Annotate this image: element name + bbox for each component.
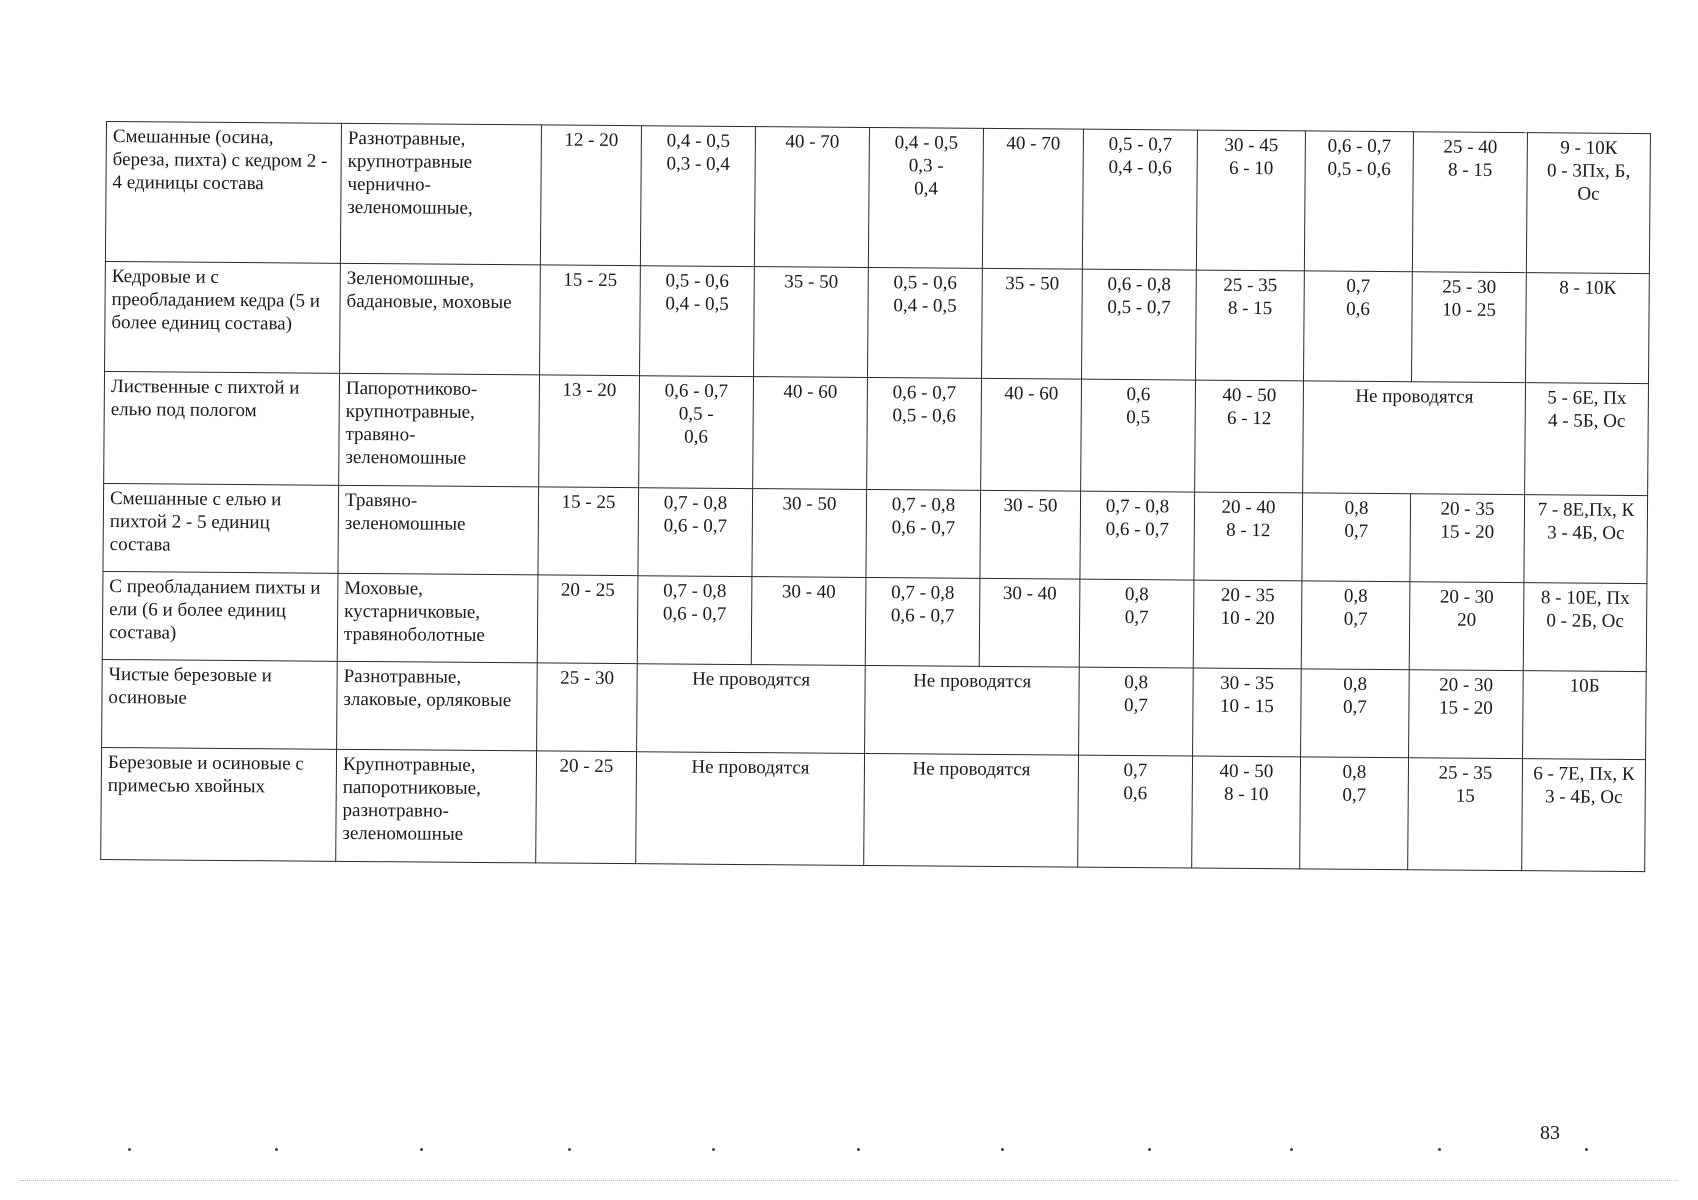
scan-mark — [568, 1148, 571, 1151]
composition-cell — [1523, 671, 1647, 760]
density-cell-4-lower: 0,6 — [1346, 298, 1371, 320]
intensity-cell-1: 30 - 40 — [751, 577, 866, 666]
composition-cell-upper: 8 - 10Е, Пх — [1540, 587, 1630, 609]
intensity-cell-2: 40 - 70 — [982, 128, 1083, 269]
density-cell-4-lower: 0,7 — [1344, 520, 1369, 542]
intensity-cell-3 — [1193, 580, 1302, 669]
composition-cell-upper: 5 - 6Е, Пх — [1547, 387, 1627, 409]
merged-not-conducted-cell: Не проводятся — [864, 753, 1079, 867]
intensity-cell-3 — [1195, 380, 1304, 493]
intensity-cell-4-lower: 15 — [1455, 785, 1475, 807]
density-cell-4-upper: 0,6 - 0,7 — [1327, 135, 1392, 158]
scan-mark — [712, 1148, 715, 1151]
intensity-cell-4-upper: 25 - 30 — [1442, 276, 1497, 298]
intensity-cell-4-upper: 20 - 35 — [1440, 498, 1495, 520]
density-cell-4 — [1301, 581, 1410, 670]
density-cell-2-upper: 0,5 - 0,6 — [893, 272, 957, 294]
intensity-cell-4-lower: 15 - 20 — [1438, 697, 1493, 719]
density-cell-1 — [639, 376, 754, 489]
intensity-cell-3-lower: 8 - 10 — [1223, 783, 1269, 806]
density-cell-1-lower: 0,3 - 0,4 — [666, 153, 730, 175]
density-cell-4-upper: 0,8 — [1343, 585, 1368, 607]
intensity-cell-3 — [1194, 492, 1303, 581]
scan-mark — [275, 1148, 278, 1151]
age-cell: 13 - 20 — [539, 375, 640, 488]
stand-type-cell: Чистые березовые и осиновые — [102, 659, 338, 749]
intensity-cell-4 — [1409, 670, 1524, 759]
composition-cell — [1526, 133, 1650, 274]
density-cell-1-lower: 0,4 - 0,5 — [665, 293, 729, 315]
intensity-cell-3 — [1195, 270, 1304, 381]
density-cell-4 — [1301, 669, 1410, 758]
composition-cell-lower: 0 - 2Б, Ос — [1546, 610, 1624, 632]
scan-mark — [1148, 1148, 1151, 1151]
density-cell-1-lower: 0,6 - 0,7 — [662, 603, 727, 625]
composition-cell — [1525, 383, 1649, 496]
density-cell-2 — [865, 577, 980, 666]
density-cell-3-upper: 0,7 - 0,8 — [1105, 495, 1170, 518]
composition-cell-lower: 3 - 4Б, Ос — [1544, 786, 1623, 808]
density-cell-3 — [1078, 755, 1193, 868]
forest-thinning-table — [100, 121, 1651, 872]
density-cell-2-lower: 0,6 - 0,7 — [891, 517, 956, 539]
intensity-cell-4-upper: 25 - 40 — [1443, 136, 1498, 158]
merged-not-conducted-cell: Не проводятся — [637, 664, 866, 754]
density-cell-4 — [1303, 271, 1412, 382]
density-cell-3-upper: 0,8 — [1124, 672, 1149, 694]
density-cell-3-upper: 0,6 — [1126, 384, 1151, 406]
density-cell-1-lower: 0,6 — [684, 426, 708, 448]
intensity-cell-3 — [1193, 668, 1302, 757]
density-cell-1 — [638, 488, 753, 577]
intensity-cell-1: 35 - 50 — [754, 267, 869, 378]
scan-mark — [1290, 1148, 1293, 1151]
density-cell-4-lower: 0,7 — [1342, 696, 1367, 718]
density-cell-2 — [868, 267, 983, 378]
intensity-cell-3-upper: 40 - 50 — [1222, 384, 1277, 407]
density-cell-4-lower: 0,7 — [1342, 784, 1367, 806]
intensity-cell-4-lower: 20 — [1457, 609, 1477, 631]
forest-type-cell: Зеленомошные, бадановые, моховые — [340, 263, 541, 375]
forest-type-cell: Папоротниково-крупнотравные, травяно-зеленомошные — [339, 373, 540, 487]
intensity-cell-4-upper: 20 - 30 — [1439, 586, 1494, 608]
intensity-cell-3-upper: 20 - 35 — [1220, 584, 1275, 607]
density-cell-2-upper: 0,4 - 0,5 0,3 - — [894, 132, 959, 177]
age-cell: 20 - 25 — [537, 575, 638, 664]
density-cell-3-upper: 0,6 - 0,8 0,5 - 0,7 — [1107, 273, 1171, 319]
intensity-cell-3-upper: 40 - 50 — [1219, 760, 1274, 783]
density-cell-1-upper: 0,6 - 0,7 0,5 - — [664, 380, 729, 425]
intensity-cell-4-lower: 10 - 25 — [1442, 299, 1497, 321]
density-cell-1-upper: 0,7 - 0,8 — [663, 492, 728, 514]
density-cell-3 — [1079, 579, 1194, 668]
composition-cell — [1524, 495, 1648, 584]
density-cell-3-upper: 0,7 — [1123, 760, 1148, 782]
page-number: 83 — [1540, 1122, 1560, 1144]
scan-mark — [128, 1148, 131, 1151]
not-conducted-cell: Не проводятся — [1303, 381, 1526, 495]
merged-not-conducted-cell: Не проводятся — [636, 752, 865, 866]
density-cell-3-upper: 0,8 — [1124, 584, 1149, 606]
age-cell: 15 - 25 — [538, 487, 639, 576]
forest-type-cell: Моховые, кустарничковые, травяноболотные — [337, 573, 538, 663]
composition-cell-lower: 3 - 4Б, Ос — [1547, 522, 1625, 544]
intensity-cell-2: 30 - 50 — [980, 490, 1081, 579]
table-row — [102, 659, 1647, 759]
intensity-cell-4-upper: 20 - 30 — [1439, 674, 1494, 696]
intensity-cell-3-upper: 25 - 35 — [1223, 274, 1278, 297]
intensity-cell-4 — [1411, 272, 1526, 383]
stand-type-cell: С преобладанием пихты и ели (6 и более единиц состава) — [102, 571, 338, 661]
stand-type-cell: Смешанные (осина, береза, пихта) с кедром 2 - 4 единицы состава — [105, 122, 341, 264]
age-cell: 25 - 30 — [537, 663, 638, 752]
intensity-cell-4-lower: 15 - 20 — [1440, 521, 1495, 543]
intensity-cell-4 — [1410, 494, 1525, 583]
composition-cell-lower: 0 - 3Пх, Б, Ос — [1546, 160, 1631, 205]
table-row — [104, 371, 1649, 495]
density-cell-3-lower: 0,6 — [1123, 783, 1148, 805]
density-cell-1-upper: 0,4 - 0,5 — [666, 130, 731, 152]
intensity-cell-2: 30 - 40 — [979, 578, 1080, 667]
intensity-cell-1: 30 - 50 — [752, 489, 867, 578]
density-cell-3 — [1082, 129, 1197, 270]
density-cell-2-upper: 0,7 - 0,8 — [891, 582, 955, 604]
stand-type-cell: Лиственные с пихтой и елью под пологом — [104, 371, 340, 485]
table-row — [103, 483, 1648, 583]
forest-type-cell: Разнотравные, крупнотравные чернично-зеленомошные, — [340, 123, 541, 265]
stand-type-cell: Кедровые и с преобладанием кедра (5 и более единиц состава) — [105, 261, 341, 373]
intensity-cell-4 — [1409, 582, 1524, 671]
composition-cell-upper: 8 - 10К — [1559, 277, 1617, 299]
scan-mark — [1001, 1148, 1004, 1151]
intensity-cell-4 — [1412, 132, 1527, 273]
intensity-cell-3-lower: 10 - 20 — [1220, 607, 1275, 630]
intensity-cell-3-upper: 30 - 45 — [1224, 134, 1279, 157]
intensity-cell-3-upper: 30 - 35 — [1220, 672, 1275, 695]
composition-cell-upper: 7 - 8Е,Пх, К — [1537, 499, 1635, 522]
density-cell-4-lower: 0,5 - 0,6 — [1327, 158, 1391, 181]
density-cell-2-lower: 0,6 - 0,7 — [890, 605, 955, 627]
intensity-cell-3-lower: 6 - 12 — [1226, 407, 1272, 430]
composition-cell-upper: 6 - 7Е, Пх, К — [1533, 763, 1635, 786]
composition-cell — [1523, 583, 1647, 672]
density-cell-2 — [866, 489, 981, 578]
density-cell-3-lower: 0,4 - 0,6 — [1108, 156, 1172, 179]
density-cell-3 — [1081, 379, 1196, 492]
age-cell: 15 - 25 — [540, 265, 641, 376]
stand-type-cell: Смешанные с елью и пихтой 2 - 5 единиц состава — [103, 483, 339, 573]
table-row — [102, 571, 1647, 671]
density-cell-2-lower: 0,5 - 0,6 — [892, 405, 956, 427]
scan-mark — [1438, 1148, 1441, 1151]
intensity-cell-3-upper: 20 - 40 — [1221, 496, 1276, 519]
density-cell-2-lower: 0,4 - 0,5 — [893, 295, 957, 317]
age-cell: 20 - 25 — [536, 751, 637, 864]
scan-mark — [420, 1148, 423, 1151]
intensity-cell-2: 35 - 50 — [982, 268, 1083, 379]
age-cell: 12 - 20 — [540, 125, 641, 266]
density-cell-4-upper: 0,7 — [1346, 275, 1371, 297]
intensity-cell-2: 40 - 60 — [981, 378, 1082, 491]
density-cell-4 — [1302, 493, 1411, 582]
density-cell-4-upper: 0,8 — [1342, 761, 1367, 783]
density-cell-4 — [1304, 131, 1413, 272]
intensity-cell-3 — [1192, 756, 1301, 869]
intensity-cell-3-lower: 10 - 15 — [1219, 695, 1274, 718]
density-cell-4-upper: 0,8 — [1344, 497, 1369, 519]
density-cell-3 — [1082, 269, 1197, 380]
density-cell-1-upper: 0,5 - 0,6 — [665, 270, 729, 292]
bottom-rule — [20, 1180, 1678, 1181]
intensity-cell-1: 40 - 70 — [754, 127, 869, 268]
intensity-cell-4 — [1408, 758, 1523, 871]
density-cell-1 — [640, 126, 755, 267]
density-cell-2 — [868, 127, 983, 268]
intensity-cell-4-lower: 8 - 15 — [1447, 159, 1493, 181]
table-row — [101, 747, 1646, 871]
scan-mark — [1585, 1148, 1588, 1151]
density-cell-3-lower: 0,7 — [1124, 607, 1149, 629]
density-cell-4-upper: 0,8 — [1343, 673, 1368, 695]
density-cell-1 — [637, 576, 752, 665]
composition-cell — [1522, 759, 1646, 872]
intensity-cell-3-lower: 8 - 15 — [1227, 297, 1273, 320]
density-cell-1-lower: 0,6 - 0,7 — [663, 515, 728, 537]
density-cell-1-upper: 0,7 - 0,8 — [663, 580, 727, 602]
density-cell-2 — [867, 377, 982, 490]
forest-type-cell: Разнотравные, злаковые, орляковые — [337, 661, 538, 751]
density-cell-3-lower: 0,5 — [1126, 407, 1151, 429]
table-row — [105, 261, 1650, 383]
density-cell-3-lower: 0,7 — [1123, 695, 1148, 717]
intensity-cell-4-upper: 25 - 35 — [1438, 762, 1493, 784]
density-cell-3 — [1080, 491, 1195, 580]
density-cell-3-lower: 0,6 - 0,7 — [1105, 518, 1170, 541]
density-cell-4 — [1300, 757, 1409, 870]
density-cell-3 — [1079, 667, 1194, 756]
merged-not-conducted-cell: Не проводятся — [865, 665, 1080, 755]
stand-type-cell: Березовые и осиновые с примесью хвойных — [101, 747, 337, 861]
table-row — [105, 122, 1650, 274]
composition-cell-upper: 10Б — [1569, 675, 1600, 697]
scan-mark — [857, 1148, 860, 1151]
forest-type-cell: Травяно-зеленомошные — [338, 485, 539, 575]
density-cell-4-lower: 0,7 — [1343, 608, 1368, 630]
density-cell-3-upper: 0,5 - 0,7 — [1108, 133, 1173, 156]
intensity-cell-3-lower: 8 - 12 — [1226, 519, 1271, 542]
density-cell-1 — [640, 266, 755, 377]
composition-cell — [1525, 273, 1649, 384]
intensity-cell-3-lower: 6 - 10 — [1228, 157, 1274, 180]
composition-cell-upper: 9 - 10К — [1560, 137, 1618, 159]
forest-type-cell: Крупнотравные, папоротниковые, разнотравно-зеленомошные — [336, 749, 537, 863]
intensity-cell-3 — [1196, 130, 1305, 271]
composition-cell-lower: 4 - 5Б, Ос — [1547, 410, 1626, 432]
intensity-cell-1: 40 - 60 — [753, 377, 868, 490]
density-cell-2-upper: 0,6 - 0,7 — [892, 382, 957, 404]
density-cell-2-lower: 0,4 — [914, 178, 938, 200]
density-cell-2-upper: 0,7 - 0,8 — [891, 494, 956, 516]
